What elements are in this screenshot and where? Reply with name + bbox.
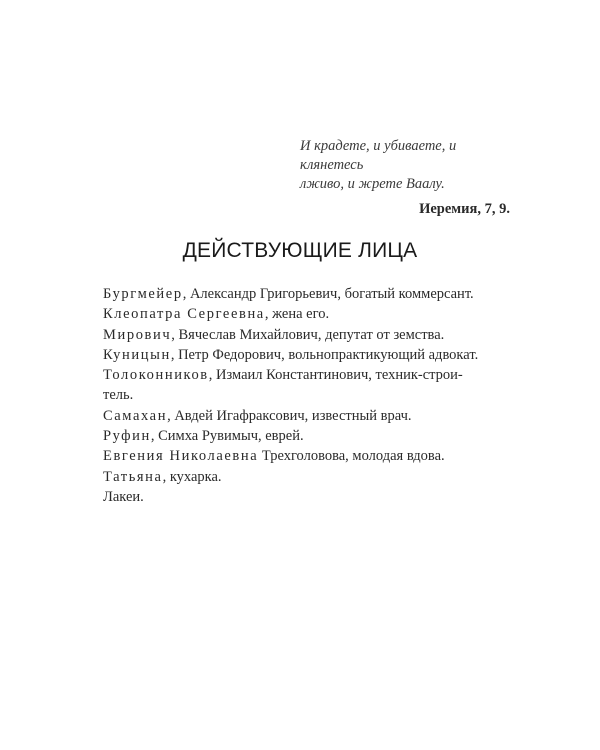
- character-description: Лакеи.: [103, 488, 144, 505]
- cast-entry: [103, 426, 513, 446]
- character-name: Мирович: [103, 326, 172, 343]
- character-description: тель.: [103, 387, 134, 404]
- character-name: Самахан: [103, 407, 168, 424]
- epigraph-line: И крадете, и убиваете, и клянетесь: [300, 138, 457, 173]
- epigraph: [300, 137, 510, 219]
- character-description: , Авдей Игафраксович, известный врач.: [167, 407, 412, 424]
- cast-entry: [103, 284, 513, 304]
- character-name: Клеопатра Сергеевна: [103, 306, 265, 323]
- character-description: Трехголовова, молодая вдова.: [258, 448, 445, 465]
- cast-entry: [103, 345, 513, 365]
- character-description: , Симха Рувимыч, еврей.: [150, 428, 304, 445]
- page-title: ДЕЙСТВУЮЩИЕ ЛИЦА: [182, 239, 418, 262]
- character-name: Бургмейер: [103, 286, 183, 302]
- character-description: , Александр Григорьевич, богатый коммерсант.: [182, 286, 474, 302]
- epigraph-source: Иеремия, 7, 9.: [419, 201, 510, 217]
- epigraph-line: лживо, и жрете Ваалу.: [300, 176, 445, 192]
- cast-entry: [103, 406, 513, 426]
- character-name: Татьяна: [103, 468, 163, 485]
- cast-entry-continuation: [103, 385, 513, 405]
- character-name: Куницын: [103, 346, 171, 363]
- character-name: Руфин: [103, 428, 151, 445]
- cast-entry: [103, 304, 513, 324]
- character-description: , Петр Федорович, вольнопрактикующий адвокат.: [170, 346, 479, 363]
- cast-entry: [103, 467, 513, 487]
- cast-entry: [103, 487, 513, 507]
- character-name: Евгения Николаевна: [103, 448, 259, 465]
- cast-entry: [103, 446, 513, 466]
- character-description: , Измаил Константинович, техник-строи-: [208, 367, 463, 384]
- cast-list: [103, 284, 513, 507]
- character-name: Толоконников: [103, 367, 209, 384]
- character-description: , кухарка.: [162, 468, 222, 485]
- character-description: , жена его.: [264, 306, 330, 323]
- cast-entry: [103, 365, 513, 385]
- cast-entry: [103, 325, 513, 345]
- character-description: , Вячеслав Михайлович, депутат от земства.: [171, 326, 445, 343]
